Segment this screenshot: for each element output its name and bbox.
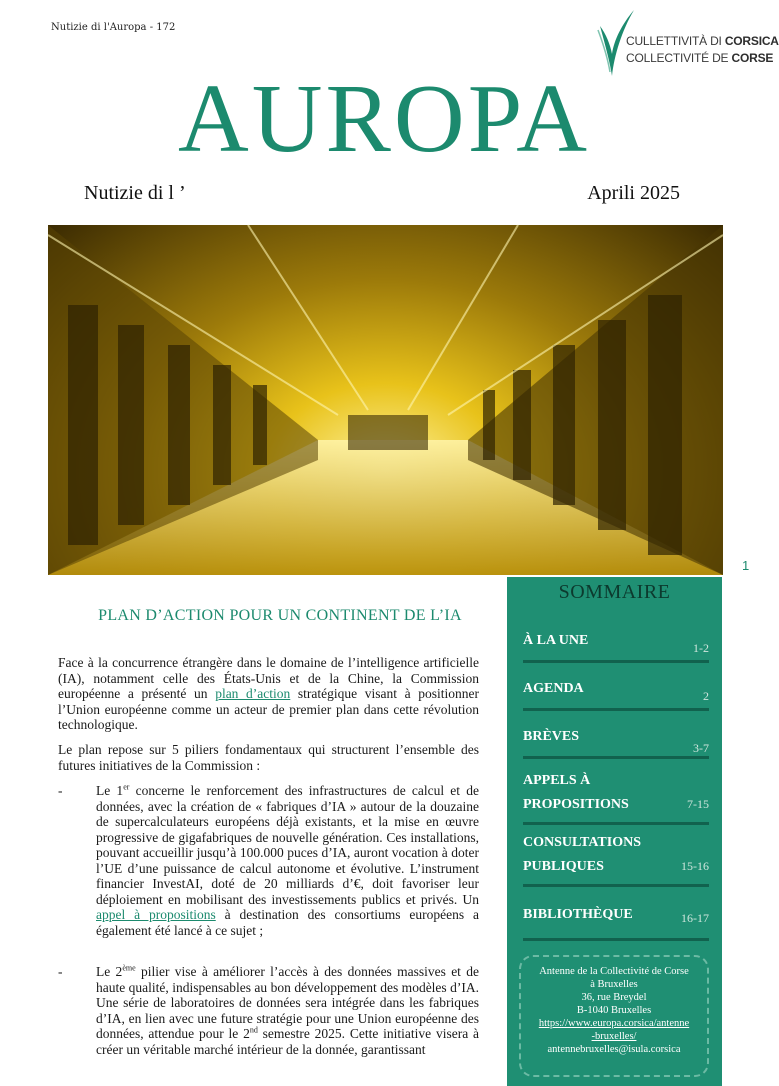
contact-email[interactable]: antennebruxelles@isula.corsica (547, 1044, 681, 1055)
page-number: 1 (742, 558, 750, 573)
website-link-continued[interactable]: -bruxelles/ (591, 1031, 637, 1042)
issue-date: Aprili 2025 (587, 182, 680, 204)
contact-city: B-1040 Bruxelles (576, 1005, 652, 1016)
website-link[interactable]: https://www.europa.corsica/antenne (538, 1018, 690, 1029)
toc-item-a-la-une[interactable]: À LA UNE 1-2 (523, 625, 709, 663)
appel-propositions-link[interactable]: appel à propositions (96, 907, 216, 922)
pillar-1-item: - Le 1er concerne le renforcement des infrastructures de calcul et de données, avec la création de « fabriques d’IA » autour de la douzaine de supercalculateurs européens déjà existants, et la mise en œuvre progressive de gigafabriques de nouvelle génération. Ces installations, pouvant accueillir jusqu’à 100.000 puces d’IA, auront vocation à doter l’UE d’une puissance de calcul autonome et évolutive. L’instrument financier InvestAI, doté de 20 milliards d’€, doit favoriser leur déploiement en mobilisant des investissements publics et privés. Un appel à propositions à destination des consortiums européens a également été lancé à ce sujet ; (58, 782, 479, 938)
toc-item-breves[interactable]: BRÈVES 3-7 (523, 721, 709, 759)
sommaire-title: SOMMAIRE (558, 581, 671, 603)
logo-line-corse: COLLECTIVITÉ DE CORSE (626, 51, 774, 65)
contact-line-2: à Bruxelles (590, 979, 638, 990)
article-title: PLAN D’ACTION POUR UN CONTINENT DE L’IA (98, 607, 462, 624)
contact-box (519, 955, 709, 1077)
toc-item-agenda[interactable]: AGENDA 2 (523, 673, 709, 711)
contact-line-1: Antenne de la Collectivité de Corse (539, 966, 689, 977)
logo-line-corsica: CULLETTIVITÀ DI CORSICA (626, 34, 779, 48)
pillar-2-item: - Le 2ème pilier vise à améliorer l’accès à des données massives et de haute qualité, indispensables au bon développement des modèles d’IA. Une série de laboratoires de données sera intégrée dans les fabriques d’IA, en lien avec une future stratégie pour une Union européenne des données, attendue pour le 2nd semestre 2025. Cette initiative visera à créer un véritable marché intérieur de la donnée, garantissant (58, 963, 480, 1057)
contact-address: 36, rue Breydel (581, 992, 647, 1003)
issue-label: Nutizie di l'Auropa - 172 (51, 22, 176, 33)
plan-action-link[interactable]: plan d’action (215, 686, 291, 701)
masthead-title: AUROPA (178, 65, 590, 173)
toc-item-appels-a-propositions[interactable]: APPELS À PROPOSITIONS 7-15 (523, 769, 709, 825)
article-paragraph-intro: Face à la concurrence étrangère dans le domaine de l’intelligence artificielle (IA), notamment celle des États-Unis et de la Chine, la Commission européenne a présenté un plan d’action stratégique visant à positionner l’Union européenne comme un acteur de premier plan dans cette révolution technologique. (58, 655, 479, 732)
article-paragraph-pillars: Le plan repose sur 5 piliers fondamentaux qui structurent l’ensemble des futures initiatives de la Commission : (58, 742, 479, 773)
toc-item-bibliotheque[interactable]: BIBLIOTHÈQUE 16-17 (523, 903, 709, 941)
toc-item-consultations-publiques[interactable]: CONSULTATIONS PUBLIQUES 15-16 (523, 831, 709, 887)
masthead-subtitle: Nutizie di l ’ (84, 182, 186, 204)
sommaire-sidebar (507, 577, 722, 1086)
hero-image-datacenter (48, 225, 723, 575)
